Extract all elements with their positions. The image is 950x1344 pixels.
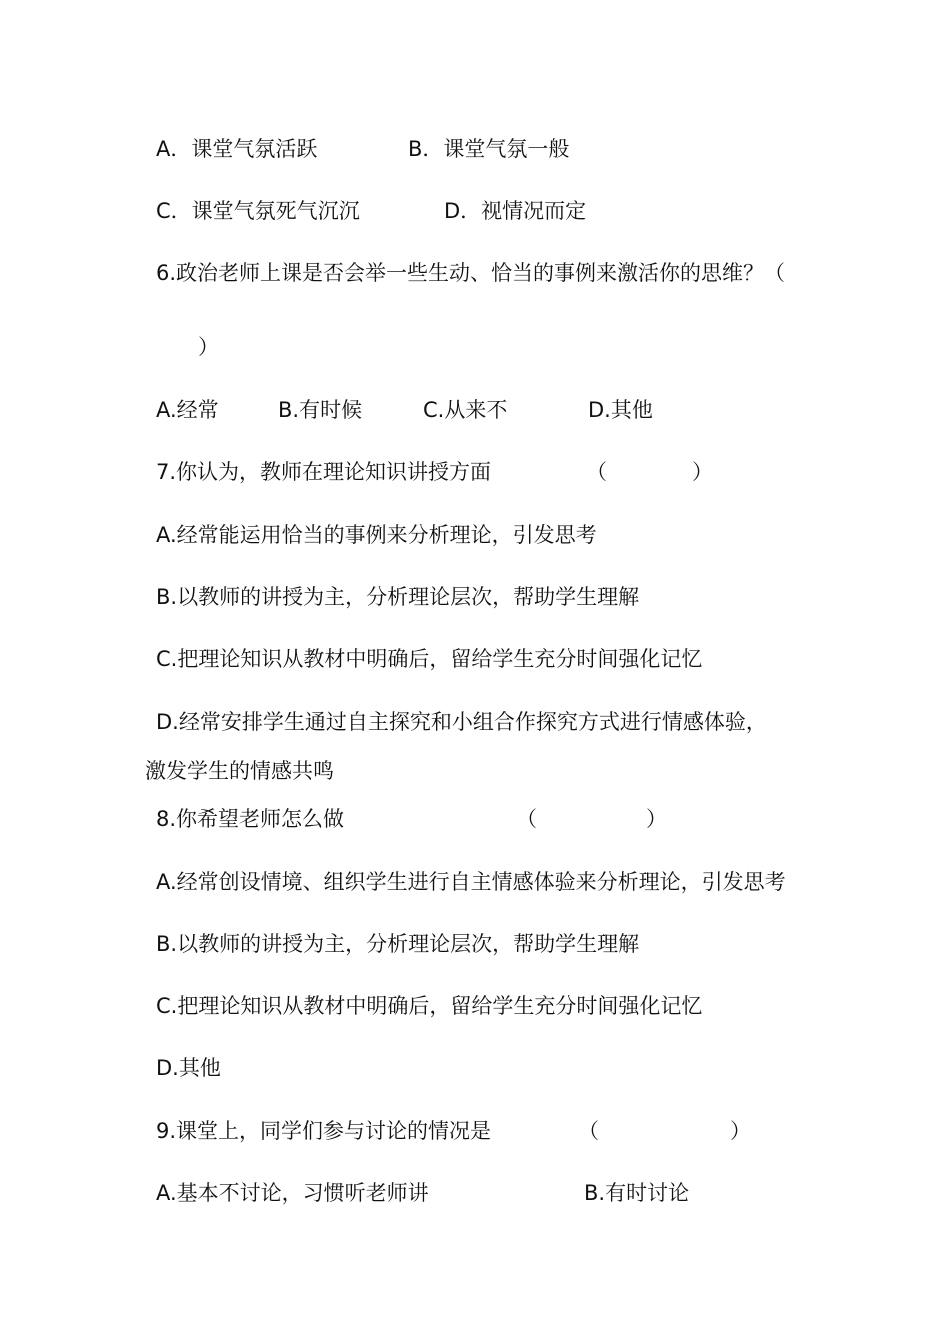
- q8-option-b: B.以教师的讲授为主，分析理论层次，帮助学生理解: [156, 932, 640, 956]
- q7-option-d-line2: 激发学生的情感共鸣: [145, 759, 334, 783]
- q7-option-b: B.以教师的讲授为主，分析理论层次，帮助学生理解: [156, 585, 640, 609]
- q5-option-b: B．课堂气氛一般: [408, 137, 570, 161]
- q5-option-c: C．课堂气氛死气沉沉: [156, 199, 360, 223]
- q9-paren-open: （: [578, 1119, 599, 1143]
- q8-question: 8.你希望老师怎么做: [156, 807, 345, 831]
- q7-question: 7.你认为，教师在理论知识讲授方面: [156, 460, 492, 484]
- q6-option-d: D.其他: [588, 398, 653, 422]
- q9-option-a: A.基本不讨论，习惯听老师讲: [156, 1181, 429, 1205]
- q5-option-d: D．视情况而定: [444, 199, 587, 223]
- q7-paren-open: （: [586, 460, 607, 484]
- q6-option-b: B.有时候: [278, 398, 363, 422]
- q8-option-d: D.其他: [156, 1056, 221, 1080]
- q7-option-a: A.经常能运用恰当的事例来分析理论，引发思考: [156, 523, 597, 547]
- q8-paren-open: （: [516, 807, 537, 831]
- q7-paren-close: ）: [692, 460, 713, 484]
- q9-question: 9.课堂上，同学们参与讨论的情况是: [156, 1119, 492, 1143]
- q8-option-a: A.经常创设情境、组织学生进行自主情感体验来分析理论，引发思考: [156, 870, 786, 894]
- q6-option-a: A.经常: [156, 398, 219, 422]
- q9-option-b: B.有时讨论: [584, 1181, 690, 1205]
- q6-paren-close: ）: [198, 335, 219, 359]
- q7-option-d-line1: D.经常安排学生通过自主探究和小组合作探究方式进行情感体验，: [156, 710, 767, 734]
- q7-option-c: C.把理论知识从教材中明确后，留给学生充分时间强化记忆: [156, 647, 703, 671]
- q9-paren-close: ）: [730, 1119, 751, 1143]
- q6-question: 6.政治老师上课是否会举一些生动、恰当的事例来激活你的思维？（: [156, 261, 786, 285]
- q8-option-c: C.把理论知识从教材中明确后，留给学生充分时间强化记忆: [156, 994, 703, 1018]
- q8-paren-close: ）: [646, 807, 667, 831]
- q6-option-c: C.从来不: [423, 398, 508, 422]
- q5-option-a: A．课堂气氛活跃: [156, 137, 318, 161]
